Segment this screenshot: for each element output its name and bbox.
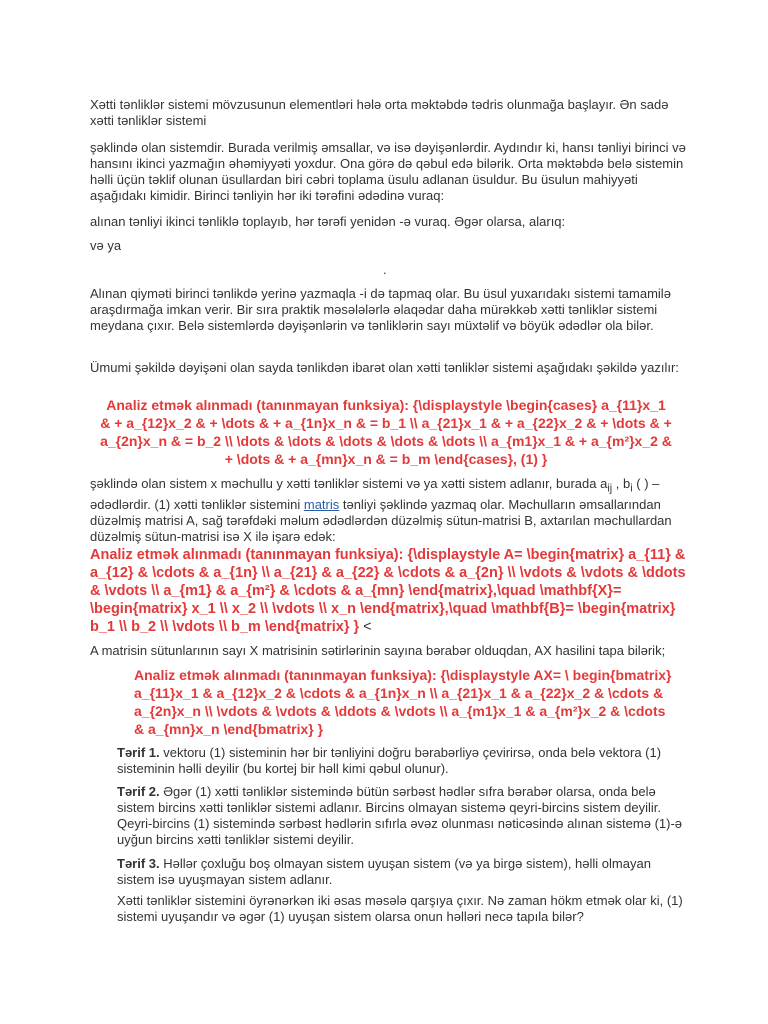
system-def-text-2: , b [612,476,631,491]
matris-link[interactable]: matris [303,496,340,512]
intro-line-2: xətti tənliklər sistemi [90,113,207,128]
definition-3-label: Tərif 3. [117,856,160,871]
system-def-text-1: şəklində olan sistem x məchullu y xətti tənliklər sistemi və ya xətti sistem adlanır, burada a [90,476,608,491]
math-error-product: Analiz etmək alınmadı (tanınmayan funksiya): {\displaystyle AX= \ begin{bmatrix} a_{11}x_1 & a_{12}x_2 & \cdots & a_{1n}x_n \\ a_{21}x_1 & a_{22}x_2 & \cdots & a_{2n}x_n \\ \vdots & \vdots & \ddots & \vdots \\ a_{m1}x_1 & a_{m²}x_2 & \cdots & a_{mn}x_n \end{bmatrix} } [134,667,672,737]
intro-line-1: Xətti tənliklər sistemi mövzusunun elementləri hələ orta məktəbdə tədris olunmağa başlayır. Ən sadə [90,97,669,112]
general-form-paragraph: Ümumi şəkildə dəyişəni olan sayda tənlikdən ibarət olan xətti tənliklər sistemi aşağıdakı şəkildə yazılır: [90,360,679,375]
system-def-text-3: ( ) – ədədlərdir. (1) xətti tənliklər sistemini [90,476,660,512]
equation-dot: . [383,262,387,277]
definition-1-text: vektoru (1) sisteminin hər bir tənliyini doğru bərabərliyə çevirirsə, onda belə vektora (1) sisteminin həlli deyilir (bu kortej bir həll kimi qəbul olunur). [117,745,662,776]
product-paragraph: A matrisin sütunlarının sayı X matrisinin sətirlərinin sayına bərabər olduqdan, AX hasilini tapa bilərik; [90,643,666,658]
math-error-tail: < [359,619,372,635]
substitution-paragraph: Alınan qiyməti birinci tənlikdə yerinə yazmaqla -i də tapmaq olar. Bu üsul yuxarıdakı sistemi tamamilə araşdırmağa imkan verir. Bir sıra praktik məsələlərlə əlaqədar daha mürəkkəb xətti tənliklər sistemi meydana çıxır. Belə sistemlərdə dəyişənlərin və tənliklərin sayı müxtəlif və böyük ədədlər ola bilər. [90,286,671,333]
definition-2-text: Əgər (1) xətti tənliklər sistemində bütün sərbəst hədlər sıfra bərabər olarsa, onda belə sistem bircins xətti tənliklər sistemi adlanır. Bircins olmayan sistemə qeyri-bircins sistem deyilir. Qeyri-bircins (1) sistemində sərbəst hədlərin sıfırla əvəz olunması nəticəsində alınan sistemə (1)-ə uyğun bircins xətti tənliklər sistemi deyilir. [117,784,683,847]
definition-1-label: Tərif 1. [117,745,160,760]
intro-paragraph [90,97,690,129]
math-error-system: Analiz etmək alınmadı (tanınmayan funksiya): {\displaystyle \begin{cases} a_{11}x_1 & + a_{12}x_2 & + \dots & + a_{1n}x_n & = b_1 \\ a_{21}x_1 & + a_{22}x_2 & + \dots & + a_{2n}x_n & = b_2 \\ \dots & \dots & \dots & \dots & \dots \\ a_{m1}x_1 & + a_{m²}x_2 & + \dots & + a_{mn}x_n & = b_m \end{cases}, (1) } [100,397,672,467]
definition-3 [117,856,689,888]
system-def-text-4: tənliyi şəklində yazmaq olar. Məchulların əmsallarından düzəlmiş matrisi A, sağ tərəfdəki məlum ədədlərdən düzəlmiş sütun-matrisi B, axtarılan məchullardan düzəlmiş sütun-matrisi isə X ilə işarə edək: [90,496,672,544]
explanation-paragraph: şəklində olan sistemdir. Burada verilmiş əmsallar, və isə dəyişənlərdir. Aydındır ki, hansı tənliyi birinci və hansını ikinci yazmağın əhəmiyyəti yoxdur. Ona görə də qəbul edə bilərik. Orta məktəbdə belə sistemin həlli üçün təklif olunan üsullardan biri cəbri toplama üsulu adlanan üsuldur. Bu üsulun mahiyyəti aşağıdakı kimidir. Birinci tənliyin hər iki tərəfini ədədinə vuraq: [90,140,686,203]
math-error-matrices [90,546,690,636]
or-text: və ya [90,238,122,253]
system-definition-paragraph [90,476,690,545]
definition-1 [117,745,689,777]
subscript-ij: ij [607,482,613,495]
addition-paragraph: alınan tənliyi ikinci tənliklə toplayıb, hər tərəfi yenidən -ə vuraq. Əgər olarsa, alarıq: [90,214,566,229]
subscript-i: i [630,482,633,495]
definition-2-label: Tərif 2. [117,784,160,799]
definition-3-text: Həllər çoxluğu boş olmayan sistem uyuşan sistem (və ya birgə sistem), həlli olmayan sistem isə uyuşmayan sistem adlanır. [117,856,651,887]
math-error-matrices-text: Analiz etmək alınmadı (tanınmayan funksiya): {\displaystyle A= \begin{matrix} a_{11} & a_{12} & \cdots & a_{1n} \\ a_{21} & a_{22} & \cdots & a_{2n} \\ \vdots & \vdots & \ddots & \vdots \\ a_{m1} & a_{m²} & \cdots & a_{mn} \end{matrix},\quad \mathbf{X}= \begin{matrix} x_1 \\ x_2 \\ \vdots \\ x_n \end{matrix},\quad \mathbf{B}= \begin{matrix} b_1 \\ b_2 \\ \vdots \\ b_m \end{matrix} } [90,547,686,635]
definition-2 [117,784,689,848]
final-paragraph: Xətti tənliklər sistemini öyrənərkən iki əsas məsələ qarşıya çıxır. Nə zaman hökm etmək olar ki, (1) sistemi uyuşandır və əgər (1) uyuşan sistem olarsa onun həlləri necə tapıla bilər? [117,893,683,924]
